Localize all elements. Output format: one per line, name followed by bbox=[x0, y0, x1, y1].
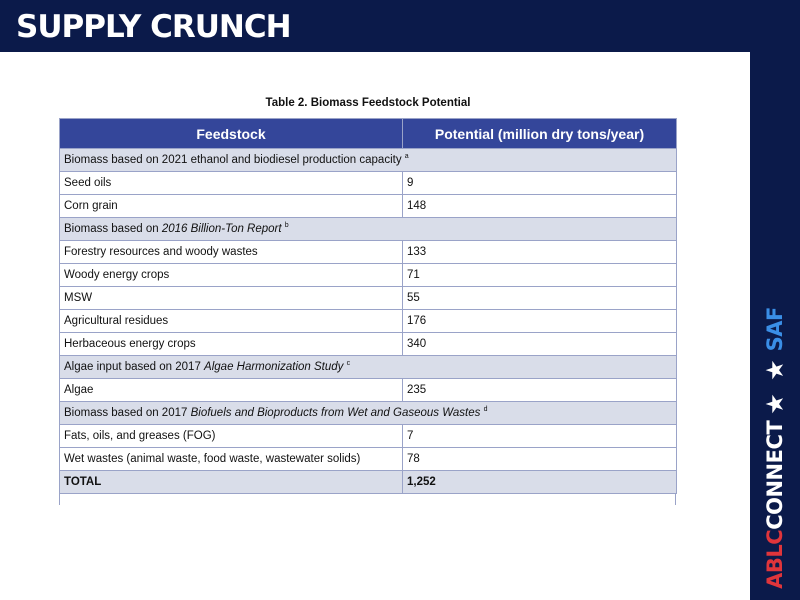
potential-cell: 133 bbox=[403, 241, 677, 264]
table-row bbox=[60, 172, 677, 195]
column-header-feedstock: Feedstock bbox=[60, 119, 403, 149]
table-row bbox=[60, 287, 677, 310]
column-header-potential: Potential (million dry tons/year) bbox=[403, 119, 677, 149]
feedstock-cell: Fats, oils, and greases (FOG) bbox=[60, 425, 403, 448]
total-value: 1,252 bbox=[403, 471, 677, 494]
footnote-marker: c bbox=[346, 360, 351, 368]
footnote-marker: a bbox=[404, 153, 409, 161]
potential-cell: 340 bbox=[403, 333, 677, 356]
feedstock-cell: Wet wastes (animal waste, food waste, wastewater solids) bbox=[60, 448, 403, 471]
table-continuation bbox=[59, 494, 676, 505]
table-row bbox=[60, 425, 677, 448]
brand-saf: SAF bbox=[762, 307, 787, 352]
table-header-row bbox=[60, 119, 677, 149]
section-row bbox=[60, 356, 677, 379]
section-label: Biomass based on 2017 Biofuels and Bioproducts from Wet and Gaseous Wastes $^d$ bbox=[60, 402, 677, 425]
table-caption: Table 2. Biomass Feedstock Potential bbox=[265, 97, 471, 109]
total-label: TOTAL bbox=[60, 471, 403, 494]
table-row bbox=[60, 241, 677, 264]
feedstock-cell: Corn grain bbox=[60, 195, 403, 218]
feedstock-cell: Forestry resources and woody wastes bbox=[60, 241, 403, 264]
potential-cell: 78 bbox=[403, 448, 677, 471]
brand-ablc: ABLC bbox=[762, 529, 787, 589]
potential-cell: 235 bbox=[403, 379, 677, 402]
feedstock-cell: MSW bbox=[60, 287, 403, 310]
feedstock-cell: Agricultural residues bbox=[60, 310, 403, 333]
potential-cell: 148 bbox=[403, 195, 677, 218]
header-bar bbox=[0, 0, 800, 52]
section-row bbox=[60, 402, 677, 425]
feedstock-cell: Algae bbox=[60, 379, 403, 402]
section-label: Biomass based on 2016 Billion-Ton Report $^b$ bbox=[60, 218, 677, 241]
brand-connect: CONNECT bbox=[762, 420, 787, 530]
potential-cell: 7 bbox=[403, 425, 677, 448]
potential-cell: 55 bbox=[403, 287, 677, 310]
table-row bbox=[60, 195, 677, 218]
table-row bbox=[60, 379, 677, 402]
feedstock-cell: Herbaceous energy crops bbox=[60, 333, 403, 356]
table-row bbox=[60, 310, 677, 333]
section-label: Biomass based on 2021 ethanol and biodiesel production capacity $^a$ bbox=[60, 149, 677, 172]
section-row bbox=[60, 149, 677, 172]
feedstock-cell: Seed oils bbox=[60, 172, 403, 195]
feedstock-cell: Woody energy crops bbox=[60, 264, 403, 287]
brand-logo bbox=[763, 307, 787, 589]
feedstock-table bbox=[59, 118, 676, 505]
potential-cell: 71 bbox=[403, 264, 677, 287]
stars-icon: ★ ★ bbox=[761, 357, 789, 415]
section-label: Algae input based on 2017 Algae Harmonization Study $^c$ bbox=[60, 356, 677, 379]
potential-cell: 176 bbox=[403, 310, 677, 333]
section-row bbox=[60, 218, 677, 241]
table-row bbox=[60, 264, 677, 287]
table-row bbox=[60, 333, 677, 356]
total-row bbox=[60, 471, 677, 494]
page-title: SUPPLY CRUNCH bbox=[16, 9, 291, 45]
footnote-marker: b bbox=[284, 222, 289, 230]
table-row bbox=[60, 448, 677, 471]
potential-cell: 9 bbox=[403, 172, 677, 195]
footnote-marker: d bbox=[483, 406, 488, 414]
